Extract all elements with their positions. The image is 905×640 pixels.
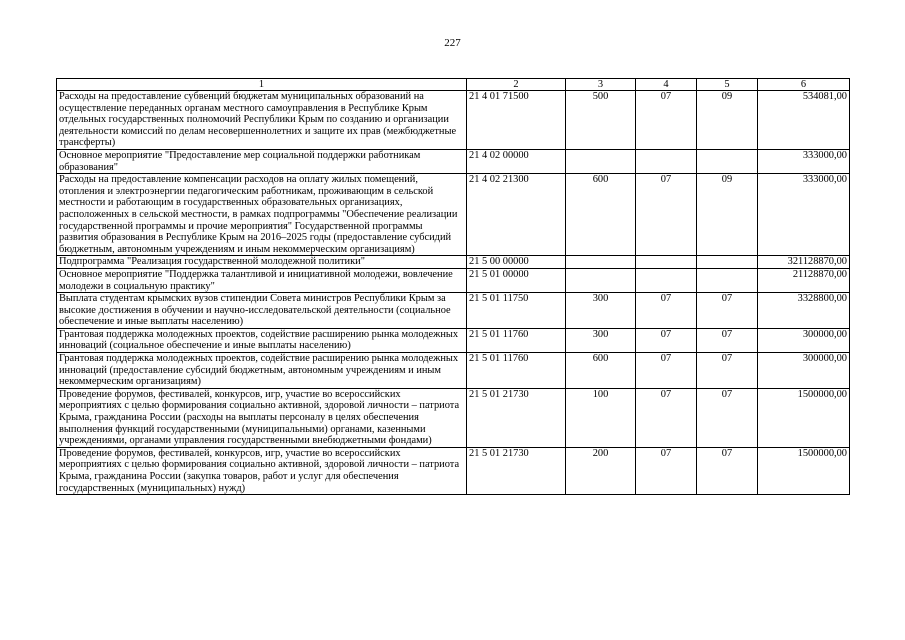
subsection-cell: 09 bbox=[697, 174, 758, 256]
description-cell: Выплата студентам крымских вузов стипендии Совета министров Республики Крым за высокие достижения в обучении и научно-исследовательской деятельности (социальное обеспечение и иные выплаты населению) bbox=[57, 293, 467, 329]
description-cell: Расходы на предоставление компенсации расходов на оплату жилых помещений, отопления и электроэнергии педагогическим работникам, проживающим в сельской местности и работающим в государственных образовательных организациях, расположенных в сельской местности, в рамках подпрограммы "Обеспечение реализации государственной программы и прочие мероприятия" Государственной программы развития образования в Республике Крым на 2016–2025 годы (предоставление субсидий бюджетным, автономным учреждениям и иным некоммерческим организациям) bbox=[57, 174, 467, 256]
description-cell: Расходы на предоставление субвенций бюджетам муниципальных образований на осуществление переданных органам местного самоуправления в Республике Крым отдельных государственных полномочий Республики Крым по созданию и организации деятельности комиссий по делам несовершеннолетних и защите их прав (межбюджетные трансферты) bbox=[57, 91, 467, 150]
code-cell: 21 5 01 00000 bbox=[467, 268, 566, 292]
header-cell: 2 bbox=[467, 79, 566, 91]
header-cell: 4 bbox=[636, 79, 697, 91]
table-row bbox=[57, 293, 850, 329]
code-cell: 21 5 01 21730 bbox=[467, 388, 566, 447]
amount-cell: 1500000,00 bbox=[758, 447, 850, 494]
description-cell: Основное мероприятие "Предоставление мер социальной поддержки работникам образования" bbox=[57, 149, 467, 173]
amount-cell: 300000,00 bbox=[758, 353, 850, 389]
expense-type-cell: 300 bbox=[566, 328, 636, 352]
amount-cell: 534081,00 bbox=[758, 91, 850, 150]
section-cell: 07 bbox=[636, 447, 697, 494]
header-cell: 6 bbox=[758, 79, 850, 91]
amount-cell: 3328800,00 bbox=[758, 293, 850, 329]
table-row bbox=[57, 174, 850, 256]
section-cell: 07 bbox=[636, 174, 697, 256]
amount-cell: 333000,00 bbox=[758, 149, 850, 173]
code-cell: 21 5 01 11760 bbox=[467, 353, 566, 389]
table-row bbox=[57, 256, 850, 269]
code-cell: 21 4 02 21300 bbox=[467, 174, 566, 256]
subsection-cell bbox=[697, 256, 758, 269]
expense-type-cell: 600 bbox=[566, 353, 636, 389]
description-cell: Основное мероприятие "Поддержка талантливой и инициативной молодежи, вовлечение молодежи в социальную практику" bbox=[57, 268, 467, 292]
expense-type-cell bbox=[566, 149, 636, 173]
amount-cell: 321128870,00 bbox=[758, 256, 850, 269]
code-cell: 21 5 01 21730 bbox=[467, 447, 566, 494]
section-cell bbox=[636, 149, 697, 173]
table-row bbox=[57, 447, 850, 494]
expense-type-cell: 300 bbox=[566, 293, 636, 329]
code-cell: 21 5 00 00000 bbox=[467, 256, 566, 269]
table-row bbox=[57, 388, 850, 447]
code-cell: 21 4 01 71500 bbox=[467, 91, 566, 150]
expense-type-cell: 500 bbox=[566, 91, 636, 150]
expense-type-cell bbox=[566, 268, 636, 292]
description-cell: Грантовая поддержка молодежных проектов, содействие расширению рынка молодежных инноваций (предоставление субсидий бюджетным, автономным учреждениям и иным некоммерческим организациям) bbox=[57, 353, 467, 389]
header-cell: 3 bbox=[566, 79, 636, 91]
table-row bbox=[57, 268, 850, 292]
code-cell: 21 5 01 11750 bbox=[467, 293, 566, 329]
header-cell: 5 bbox=[697, 79, 758, 91]
section-cell: 07 bbox=[636, 388, 697, 447]
subsection-cell: 09 bbox=[697, 91, 758, 150]
section-cell: 07 bbox=[636, 91, 697, 150]
amount-cell: 21128870,00 bbox=[758, 268, 850, 292]
table-row bbox=[57, 328, 850, 352]
subsection-cell: 07 bbox=[697, 293, 758, 329]
expense-type-cell bbox=[566, 256, 636, 269]
amount-cell: 333000,00 bbox=[758, 174, 850, 256]
amount-cell: 1500000,00 bbox=[758, 388, 850, 447]
table-row bbox=[57, 353, 850, 389]
expense-type-cell: 600 bbox=[566, 174, 636, 256]
table-row bbox=[57, 149, 850, 173]
description-cell: Проведение форумов, фестивалей, конкурсов, игр, участие во всероссийских мероприятиях с целью формирования социально активной, здоровой личности – патриота Крыма, гражданина России (закупка товаров, работ и услуг для обеспечения государственных (муниципальных) нужд) bbox=[57, 447, 467, 494]
expense-type-cell: 100 bbox=[566, 388, 636, 447]
budget-table bbox=[56, 78, 850, 495]
code-cell: 21 4 02 00000 bbox=[467, 149, 566, 173]
description-cell: Подпрограмма "Реализация государственной молодежной политики" bbox=[57, 256, 467, 269]
subsection-cell bbox=[697, 268, 758, 292]
section-cell: 07 bbox=[636, 328, 697, 352]
description-cell: Проведение форумов, фестивалей, конкурсов, игр, участие во всероссийских мероприятиях с целью формирования социально активной, здоровой личности – патриота Крыма, гражданина России (расходы на выплаты персоналу в целях обеспечения выполнения функций государственными (муниципальными) органами, казенными учреждениями, органами управления государственными внебюджетными фондами) bbox=[57, 388, 467, 447]
section-cell bbox=[636, 268, 697, 292]
subsection-cell: 07 bbox=[697, 388, 758, 447]
description-cell: Грантовая поддержка молодежных проектов, содействие расширению рынка молодежных инноваций (социальное обеспечение и иные выплаты населению) bbox=[57, 328, 467, 352]
section-cell: 07 bbox=[636, 353, 697, 389]
code-cell: 21 5 01 11760 bbox=[467, 328, 566, 352]
header-cell: 1 bbox=[57, 79, 467, 91]
amount-cell: 300000,00 bbox=[758, 328, 850, 352]
page-number: 227 bbox=[444, 37, 461, 49]
subsection-cell: 07 bbox=[697, 353, 758, 389]
table-header-row bbox=[57, 79, 850, 91]
section-cell: 07 bbox=[636, 293, 697, 329]
subsection-cell: 07 bbox=[697, 328, 758, 352]
subsection-cell bbox=[697, 149, 758, 173]
table-row bbox=[57, 91, 850, 150]
section-cell bbox=[636, 256, 697, 269]
subsection-cell: 07 bbox=[697, 447, 758, 494]
expense-type-cell: 200 bbox=[566, 447, 636, 494]
